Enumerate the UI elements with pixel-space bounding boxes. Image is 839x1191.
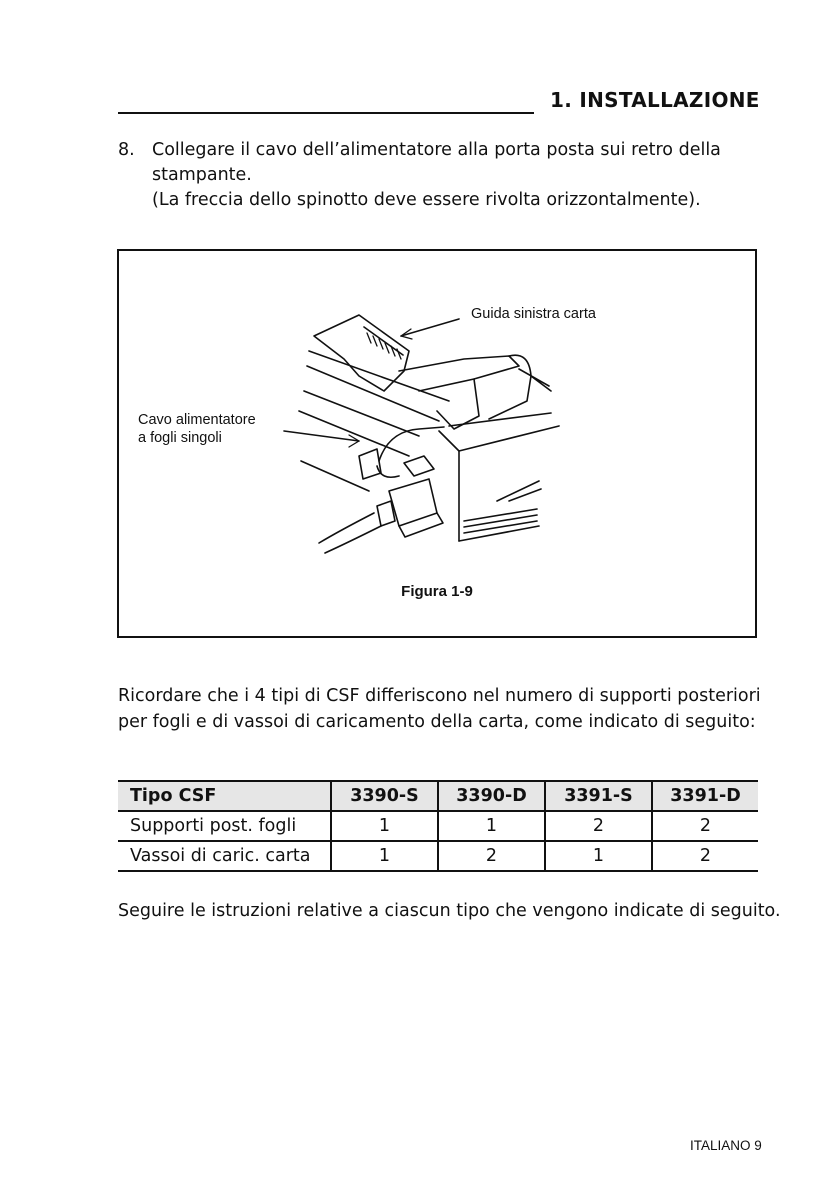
callout-paper-guide: Guida sinistra carta	[471, 306, 596, 322]
header-cell: 3391-D	[652, 781, 758, 811]
table-cell: 2	[545, 811, 652, 841]
step-line: Collegare il cavo dell’alimentatore alla porta posta sui retro della	[152, 140, 721, 160]
csf-types-table	[118, 780, 758, 872]
header-cell: 3390-S	[331, 781, 438, 811]
table-cell: 2	[652, 841, 758, 871]
step-line: stampante.	[152, 165, 252, 185]
intro-line: Ricordare che i 4 tipi di CSF differiscono nel numero di supporti posteriori	[118, 686, 761, 706]
step-line: (La freccia dello spinotto deve essere rivolta orizzontalmente).	[152, 190, 701, 210]
table-cell: 1	[438, 811, 545, 841]
table-header-row	[118, 781, 758, 811]
table-cell: 2	[652, 811, 758, 841]
figure-1-9	[117, 249, 757, 638]
intro-paragraph	[118, 683, 778, 735]
table-cell: 1	[331, 811, 438, 841]
table-row	[118, 811, 758, 841]
header-cell: Tipo CSF	[118, 781, 331, 811]
page-footer: ITALIANO 9	[690, 1138, 762, 1153]
header-cell: 3391-S	[545, 781, 652, 811]
header-rule	[118, 112, 534, 114]
figure-caption: Figura 1-9	[401, 583, 473, 600]
step-text	[152, 138, 772, 213]
step-number: 8.	[118, 140, 135, 160]
table-cell: 1	[545, 841, 652, 871]
callout-line: a fogli singoli	[138, 430, 222, 446]
table-cell: 2	[438, 841, 545, 871]
header-cell: 3390-D	[438, 781, 545, 811]
intro-line: per fogli e di vassoi di caricamento della carta, come indicato di seguito:	[118, 712, 756, 732]
table-row	[118, 841, 758, 871]
callout-line: Cavo alimentatore	[138, 412, 256, 428]
table-cell: 1	[331, 841, 438, 871]
callout-power-cable	[138, 411, 256, 447]
closing-paragraph: Seguire le istruzioni relative a ciascun tipo che vengono indicate di seguito.	[118, 901, 781, 921]
table-cell: Vassoi di caric. carta	[118, 841, 331, 871]
section-title: 1. INSTALLAZIONE	[550, 88, 760, 112]
table-cell: Supporti post. fogli	[118, 811, 331, 841]
